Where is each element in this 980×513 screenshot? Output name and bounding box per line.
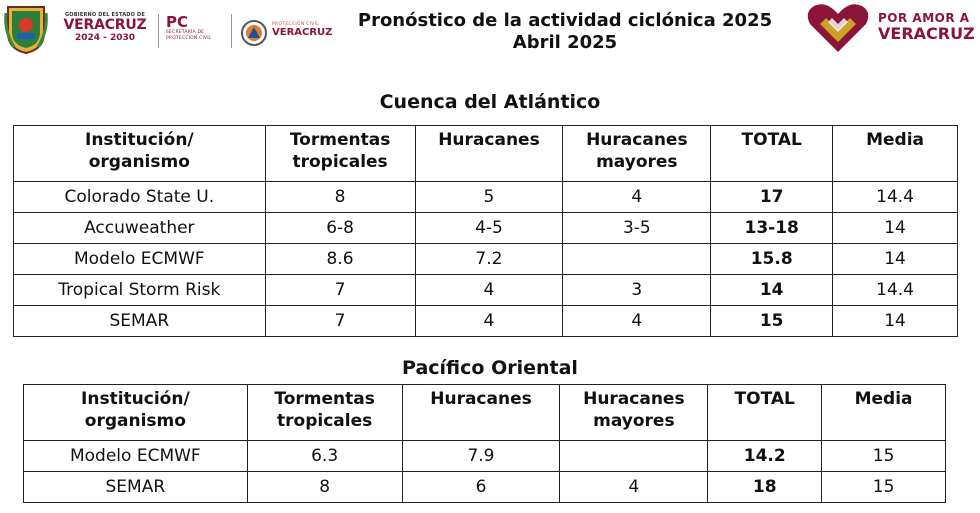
- cell-tropical-storms: 6.3: [247, 441, 402, 472]
- cell-hurricanes: 4: [415, 306, 563, 337]
- col-header-institution: Institución/ organismo: [24, 385, 248, 441]
- cell-tropical-storms: 7: [265, 275, 415, 306]
- page-title: [330, 10, 800, 54]
- state-seal-logo: [4, 3, 48, 55]
- civil-protection-veracruz-logo: [272, 22, 332, 39]
- col-header-tropical-storms: Tormentas tropicales: [265, 126, 415, 182]
- pc-line2: PROTECCIÓN CIVIL: [166, 35, 212, 41]
- col-header-total: TOTAL: [711, 126, 833, 182]
- cell-major-hurricanes: [560, 441, 708, 472]
- col-header-major-hurricanes: Huracanes mayores: [560, 385, 708, 441]
- cell-hurricanes: 5: [415, 182, 563, 213]
- pacific-table: [23, 384, 946, 503]
- cell-institution: Modelo ECMWF: [14, 244, 266, 275]
- title-line2: Abril 2025: [512, 32, 618, 53]
- table-row: [14, 213, 958, 244]
- table-row: [24, 441, 946, 472]
- pcv-label: PROTECCIÓN CIVIL: [272, 22, 320, 27]
- col-header-mean: Media: [833, 126, 958, 182]
- pc-abbr: PC: [166, 13, 189, 31]
- title-line1: Pronóstico de la actividad ciclónica 2025: [357, 10, 773, 31]
- cell-total: 15: [711, 306, 833, 337]
- cell-hurricanes: 4: [415, 275, 563, 306]
- cell-mean: 14: [833, 244, 958, 275]
- cell-major-hurricanes: [563, 244, 711, 275]
- cell-total: 14.2: [708, 441, 822, 472]
- col-header-major-hurricanes: Huracanes mayores: [563, 126, 711, 182]
- table-row: [14, 182, 958, 213]
- cell-institution: SEMAR: [14, 306, 266, 337]
- atlantic-table: [13, 125, 958, 337]
- slogan-logo: [878, 12, 975, 42]
- cell-tropical-storms: 8.6: [265, 244, 415, 275]
- pc-line1: SECRETARÍA DE: [166, 30, 205, 35]
- col-header-hurricanes: Huracanes: [415, 126, 563, 182]
- table-header-row: [14, 126, 958, 182]
- cell-major-hurricanes: 4: [560, 472, 708, 503]
- civil-protection-emblem-icon: [241, 20, 267, 46]
- cell-tropical-storms: 7: [265, 306, 415, 337]
- cell-tropical-storms: 6-8: [265, 213, 415, 244]
- cell-institution: Modelo ECMWF: [24, 441, 248, 472]
- heart-logo-icon: [806, 2, 871, 55]
- table-row: [14, 275, 958, 306]
- logo-divider: [231, 14, 232, 48]
- cell-total: 18: [708, 472, 822, 503]
- cell-hurricanes: 4-5: [415, 213, 563, 244]
- col-header-hurricanes: Huracanes: [402, 385, 560, 441]
- col-header-total: TOTAL: [708, 385, 822, 441]
- cell-major-hurricanes: 4: [563, 182, 711, 213]
- cell-major-hurricanes: 4: [563, 306, 711, 337]
- gob-label: GOBIERNO DEL ESTADO DE: [65, 12, 145, 18]
- table-row: [14, 244, 958, 275]
- atlantic-section-title: Cuenca del Atlántico: [379, 91, 601, 113]
- col-header-mean: Media: [822, 385, 946, 441]
- col-header-institution: Institución/ organismo: [14, 126, 266, 182]
- table-row: [24, 472, 946, 503]
- cell-hurricanes: 7.2: [415, 244, 563, 275]
- cell-institution: Colorado State U.: [14, 182, 266, 213]
- col-header-tropical-storms: Tormentas tropicales: [247, 385, 402, 441]
- cell-mean: 14.4: [833, 182, 958, 213]
- cell-institution: Tropical Storm Risk: [14, 275, 266, 306]
- cell-total: 13-18: [711, 213, 833, 244]
- cell-mean: 14: [833, 213, 958, 244]
- gob-state-name: VERACRUZ: [63, 17, 147, 33]
- table-header-row: [24, 385, 946, 441]
- cell-mean: 14.4: [833, 275, 958, 306]
- civil-protection-logo: [166, 14, 226, 41]
- gob-period: 2024 - 2030: [74, 33, 136, 43]
- cell-institution: SEMAR: [24, 472, 248, 503]
- cell-mean: 14: [833, 306, 958, 337]
- cell-institution: Accuweather: [14, 213, 266, 244]
- pcv-state: VERACRUZ: [272, 27, 333, 38]
- cell-total: 15.8: [711, 244, 833, 275]
- cell-mean: 15: [822, 441, 946, 472]
- cell-total: 14: [711, 275, 833, 306]
- cell-major-hurricanes: 3: [563, 275, 711, 306]
- slogan-line1: POR AMOR A: [878, 11, 970, 25]
- table-row: [14, 306, 958, 337]
- cell-major-hurricanes: 3-5: [563, 213, 711, 244]
- cell-hurricanes: 7.9: [402, 441, 560, 472]
- cell-hurricanes: 6: [402, 472, 560, 503]
- cell-tropical-storms: 8: [265, 182, 415, 213]
- slogan-line2: VERACRUZ: [878, 24, 975, 43]
- pacific-section-title: Pacífico Oriental: [402, 357, 578, 379]
- state-government-logo: [55, 12, 155, 43]
- cell-tropical-storms: 8: [247, 472, 402, 503]
- cell-mean: 15: [822, 472, 946, 503]
- cell-total: 17: [711, 182, 833, 213]
- logo-divider: [158, 14, 159, 48]
